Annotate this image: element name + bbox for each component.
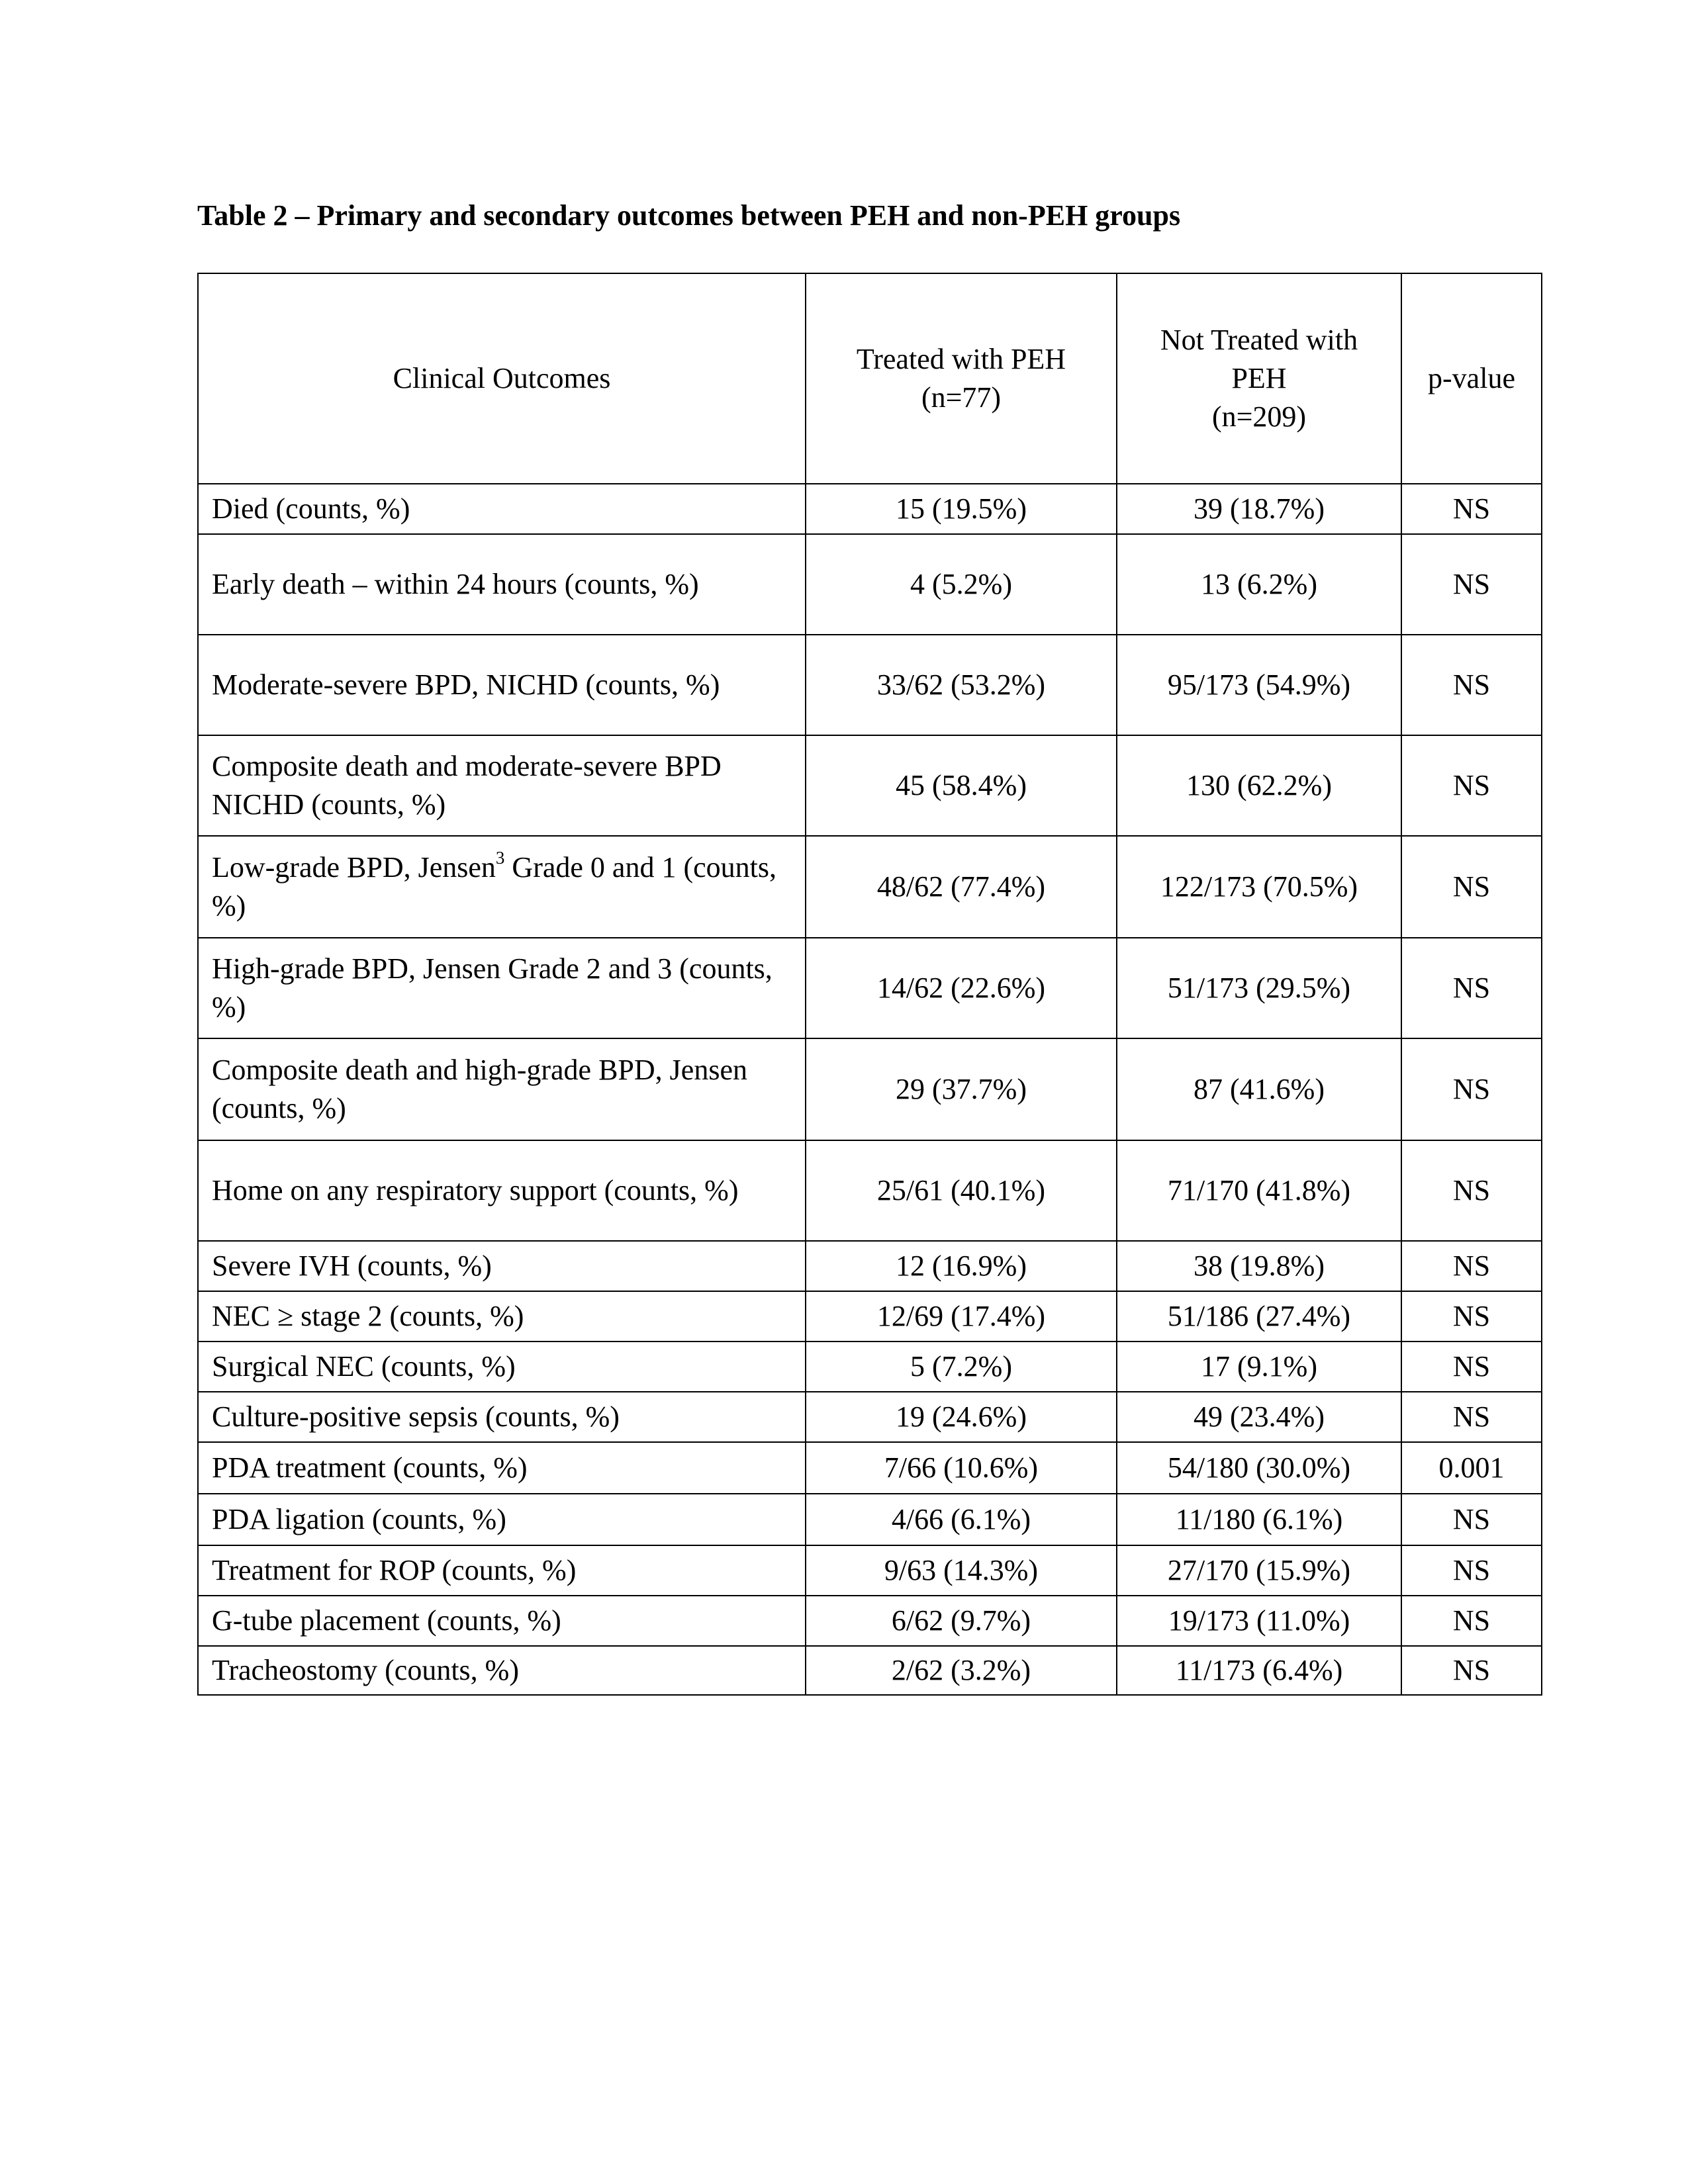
header-clinical-outcomes-label: Clinical Outcomes bbox=[393, 362, 611, 394]
outcome-cell: PDA treatment (counts, %) bbox=[198, 1442, 806, 1494]
outcome-cell: NEC ≥ stage 2 (counts, %) bbox=[198, 1291, 806, 1342]
outcome-cell: Composite death and high-grade BPD, Jensen (counts, %) bbox=[198, 1038, 806, 1140]
outcome-cell: High-grade BPD, Jensen Grade 2 and 3 (counts, %) bbox=[198, 938, 806, 1038]
p-value-cell: NS bbox=[1401, 1392, 1542, 1442]
treated-cell: 19 (24.6%) bbox=[806, 1392, 1117, 1442]
not-treated-cell: 27/170 (15.9%) bbox=[1117, 1545, 1401, 1596]
not-treated-cell: 71/170 (41.8%) bbox=[1117, 1140, 1401, 1241]
p-value-cell: NS bbox=[1401, 1596, 1542, 1646]
header-p-value-label: p-value bbox=[1428, 362, 1515, 394]
reference-superscript: 3 bbox=[495, 848, 505, 868]
header-not-treated-line1: Not Treated with bbox=[1160, 324, 1358, 356]
p-value-cell: NS bbox=[1401, 534, 1542, 635]
outcome-text: Low-grade BPD, Jensen bbox=[212, 851, 496, 884]
treated-cell: 15 (19.5%) bbox=[806, 484, 1117, 534]
treated-cell: 4/66 (6.1%) bbox=[806, 1494, 1117, 1545]
header-not-treated-with-peh bbox=[1117, 273, 1401, 484]
not-treated-cell: 39 (18.7%) bbox=[1117, 484, 1401, 534]
outcome-cell: Died (counts, %) bbox=[198, 484, 806, 534]
header-treated-with-peh bbox=[806, 273, 1117, 484]
treated-cell: 25/61 (40.1%) bbox=[806, 1140, 1117, 1241]
not-treated-cell: 19/173 (11.0%) bbox=[1117, 1596, 1401, 1646]
p-value-cell: NS bbox=[1401, 635, 1542, 735]
treated-cell: 4 (5.2%) bbox=[806, 534, 1117, 635]
p-value-cell: NS bbox=[1401, 735, 1542, 836]
not-treated-cell: 51/173 (29.5%) bbox=[1117, 938, 1401, 1038]
p-value-cell: NS bbox=[1401, 1140, 1542, 1241]
p-value-cell: NS bbox=[1401, 1038, 1542, 1140]
p-value-cell: NS bbox=[1401, 1241, 1542, 1291]
outcome-cell: Surgical NEC (counts, %) bbox=[198, 1342, 806, 1392]
not-treated-cell: 51/186 (27.4%) bbox=[1117, 1291, 1401, 1342]
table-header-row bbox=[198, 273, 1542, 484]
header-treated-line2: (n=77) bbox=[921, 381, 1002, 414]
p-value-cell: 0.001 bbox=[1401, 1442, 1542, 1494]
table-row bbox=[198, 1494, 1542, 1545]
treated-cell: 9/63 (14.3%) bbox=[806, 1545, 1117, 1596]
p-value-cell: NS bbox=[1401, 836, 1542, 938]
not-treated-cell: 130 (62.2%) bbox=[1117, 735, 1401, 836]
p-value-cell: NS bbox=[1401, 1646, 1542, 1695]
outcome-cell: Severe IVH (counts, %) bbox=[198, 1241, 806, 1291]
p-value-cell: NS bbox=[1401, 1545, 1542, 1596]
table-row bbox=[198, 1646, 1542, 1695]
table-row bbox=[198, 1038, 1542, 1140]
table-row bbox=[198, 1596, 1542, 1646]
table-row bbox=[198, 534, 1542, 635]
outcome-cell: G-tube placement (counts, %) bbox=[198, 1596, 806, 1646]
not-treated-cell: 11/180 (6.1%) bbox=[1117, 1494, 1401, 1545]
table-title: Table 2 – Primary and secondary outcomes between PEH and non-PEH groups bbox=[197, 199, 1181, 232]
not-treated-cell: 95/173 (54.9%) bbox=[1117, 635, 1401, 735]
p-value-cell: NS bbox=[1401, 938, 1542, 1038]
p-value-cell: NS bbox=[1401, 1342, 1542, 1392]
treated-cell: 7/66 (10.6%) bbox=[806, 1442, 1117, 1494]
not-treated-cell: 13 (6.2%) bbox=[1117, 534, 1401, 635]
treated-cell: 14/62 (22.6%) bbox=[806, 938, 1117, 1038]
not-treated-cell: 38 (19.8%) bbox=[1117, 1241, 1401, 1291]
table-row bbox=[198, 1241, 1542, 1291]
treated-cell: 29 (37.7%) bbox=[806, 1038, 1117, 1140]
table-row bbox=[198, 484, 1542, 534]
table-row bbox=[198, 635, 1542, 735]
outcome-cell: Culture-positive sepsis (counts, %) bbox=[198, 1392, 806, 1442]
table-row bbox=[198, 836, 1542, 938]
header-clinical-outcomes bbox=[198, 273, 806, 484]
treated-cell: 6/62 (9.7%) bbox=[806, 1596, 1117, 1646]
outcome-cell: Early death – within 24 hours (counts, %) bbox=[198, 534, 806, 635]
treated-cell: 33/62 (53.2%) bbox=[806, 635, 1117, 735]
treated-cell: 12 (16.9%) bbox=[806, 1241, 1117, 1291]
not-treated-cell: 122/173 (70.5%) bbox=[1117, 836, 1401, 938]
p-value-cell: NS bbox=[1401, 1494, 1542, 1545]
header-not-treated-line3: (n=209) bbox=[1211, 400, 1307, 433]
not-treated-cell: 54/180 (30.0%) bbox=[1117, 1442, 1401, 1494]
outcome-cell: Treatment for ROP (counts, %) bbox=[198, 1545, 806, 1596]
table-row bbox=[198, 735, 1542, 836]
outcome-cell: Tracheostomy (counts, %) bbox=[198, 1646, 806, 1695]
treated-cell: 45 (58.4%) bbox=[806, 735, 1117, 836]
not-treated-cell: 87 (41.6%) bbox=[1117, 1038, 1401, 1140]
table-row bbox=[198, 1291, 1542, 1342]
treated-cell: 12/69 (17.4%) bbox=[806, 1291, 1117, 1342]
table-row bbox=[198, 938, 1542, 1038]
outcome-cell bbox=[198, 836, 806, 938]
outcomes-table bbox=[197, 273, 1542, 1696]
outcome-text: Grade 0 and 1 (counts, %) bbox=[212, 851, 776, 922]
outcome-cell: Moderate-severe BPD, NICHD (counts, %) bbox=[198, 635, 806, 735]
p-value-cell: NS bbox=[1401, 484, 1542, 534]
header-not-treated-line2: PEH bbox=[1231, 362, 1287, 394]
outcome-cell: Home on any respiratory support (counts, %) bbox=[198, 1140, 806, 1241]
table-row bbox=[198, 1442, 1542, 1494]
not-treated-cell: 17 (9.1%) bbox=[1117, 1342, 1401, 1392]
treated-cell: 2/62 (3.2%) bbox=[806, 1646, 1117, 1695]
treated-cell: 48/62 (77.4%) bbox=[806, 836, 1117, 938]
outcome-cell: PDA ligation (counts, %) bbox=[198, 1494, 806, 1545]
table-row bbox=[198, 1392, 1542, 1442]
table-row bbox=[198, 1140, 1542, 1241]
treated-cell: 5 (7.2%) bbox=[806, 1342, 1117, 1392]
outcome-cell: Composite death and moderate-severe BPD NICHD (counts, %) bbox=[198, 735, 806, 836]
header-treated-line1: Treated with PEH bbox=[856, 343, 1066, 375]
table-row bbox=[198, 1545, 1542, 1596]
not-treated-cell: 11/173 (6.4%) bbox=[1117, 1646, 1401, 1695]
table-row bbox=[198, 1342, 1542, 1392]
p-value-cell: NS bbox=[1401, 1291, 1542, 1342]
header-p-value bbox=[1401, 273, 1542, 484]
not-treated-cell: 49 (23.4%) bbox=[1117, 1392, 1401, 1442]
